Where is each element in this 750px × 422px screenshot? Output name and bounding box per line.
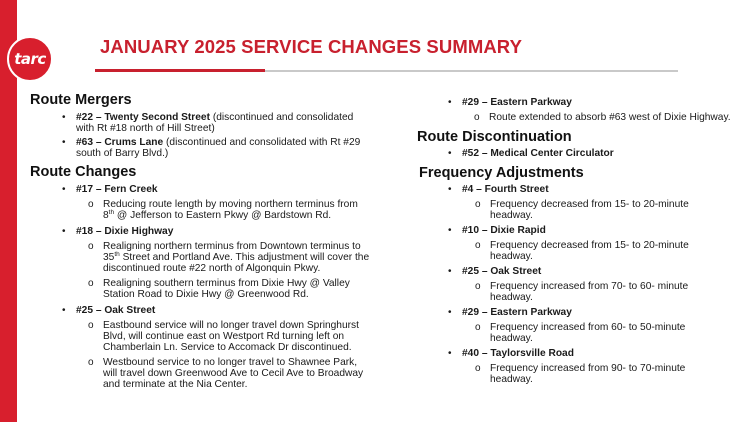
sub-item: o Frequency decreased from 15- to 20-minute headway. <box>475 199 689 221</box>
route-name: #25 – Oak Street <box>462 266 542 277</box>
heading-frequency-adjustments: Frequency Adjustments <box>419 165 584 181</box>
route-name: #10 – Dixie Rapid <box>462 225 546 236</box>
route-name: #18 – Dixie Highway <box>76 226 174 237</box>
sub-item: o Eastbound service will no longer travel down Springhurst Blvd, will continue east on Westport Rd turning left on Chamberlain Ln. Service to Accomack Dr discontinued. <box>88 320 359 353</box>
route-name: #29 – Eastern Parkway <box>462 307 572 318</box>
route-name: #63 – Crums Lane <box>76 137 164 148</box>
list-item: • #29 – Eastern Parkway <box>448 97 572 108</box>
sub-item: o Frequency increased from 90- to 70-minute headway. <box>475 363 686 385</box>
sub-item: o Realigning northern terminus from Downtown terminus to 35th Street and Portland Ave. This adjustment will cover the discontinued route #22 north of Algonquin Pkwy. <box>88 241 370 274</box>
list-item: • #40 – Taylorsville Road <box>448 348 574 359</box>
list-item: • #52 – Medical Center Circulator <box>448 148 614 159</box>
sub-item: o Frequency increased from 70- to 60- minute headway. <box>475 281 689 303</box>
route-name: #40 – Taylorsville Road <box>462 348 574 359</box>
route-name: #52 – Medical Center Circulator <box>462 148 614 159</box>
list-item: • #18 – Dixie Highway <box>62 226 174 237</box>
sub-item: o Route extended to absorb #63 west of Dixie Highway. <box>474 112 731 123</box>
sub-item: o Reducing route length by moving northern terminus from 8th @ Jefferson to Eastern Pkwy @ Bardstown Rd. <box>88 199 358 221</box>
heading-route-changes: Route Changes <box>30 164 137 180</box>
sub-item: o Frequency decreased from 15- to 20-minute headway. <box>475 240 689 262</box>
list-item: • #29 – Eastern Parkway <box>448 307 572 318</box>
route-name: #22 – Twenty Second Street <box>76 112 210 123</box>
sub-item: o Realigning southern terminus from Dixie Hwy @ Valley Station Road to Dixie Hwy @ Greenwood Rd. <box>88 278 350 300</box>
tarc-logo <box>7 36 53 82</box>
sub-item: o Westbound service to no longer travel to Shawnee Park, will travel down Greenwood Ave to Cecil Ave to Broadway and terminate at the Nia Center. <box>88 357 364 390</box>
logo-text: tarc <box>14 50 46 68</box>
sub-item: o Frequency increased from 60- to 50-minute headway. <box>475 322 686 344</box>
list-item: • #25 – Oak Street <box>62 305 156 316</box>
route-name: #25 – Oak Street <box>76 305 156 316</box>
list-item: • #25 – Oak Street <box>448 266 542 277</box>
route-name: #4 – Fourth Street <box>462 184 549 195</box>
left-column <box>30 92 400 390</box>
title-rule-gray <box>265 70 678 72</box>
page-title: JANUARY 2025 SERVICE CHANGES SUMMARY <box>100 36 523 57</box>
heading-route-discontinuation: Route Discontinuation <box>417 129 572 145</box>
heading-route-mergers: Route Mergers <box>30 92 132 108</box>
list-item: • #4 – Fourth Street <box>448 184 549 195</box>
route-name: #17 – Fern Creek <box>76 184 158 195</box>
title-rule-red <box>95 69 265 72</box>
route-name: #29 – Eastern Parkway <box>462 97 572 108</box>
list-item: • #63 – Crums Lane (discontinued and consolidated with Rt #29 south of Barry Blvd.) <box>62 137 361 159</box>
list-item: • #17 – Fern Creek <box>62 184 158 195</box>
list-item: • #10 – Dixie Rapid <box>448 225 546 236</box>
list-item: • #22 – Twenty Second Street (discontinued and consolidated with Rt #18 north of Hill Street) <box>62 112 354 134</box>
right-column <box>417 97 747 385</box>
